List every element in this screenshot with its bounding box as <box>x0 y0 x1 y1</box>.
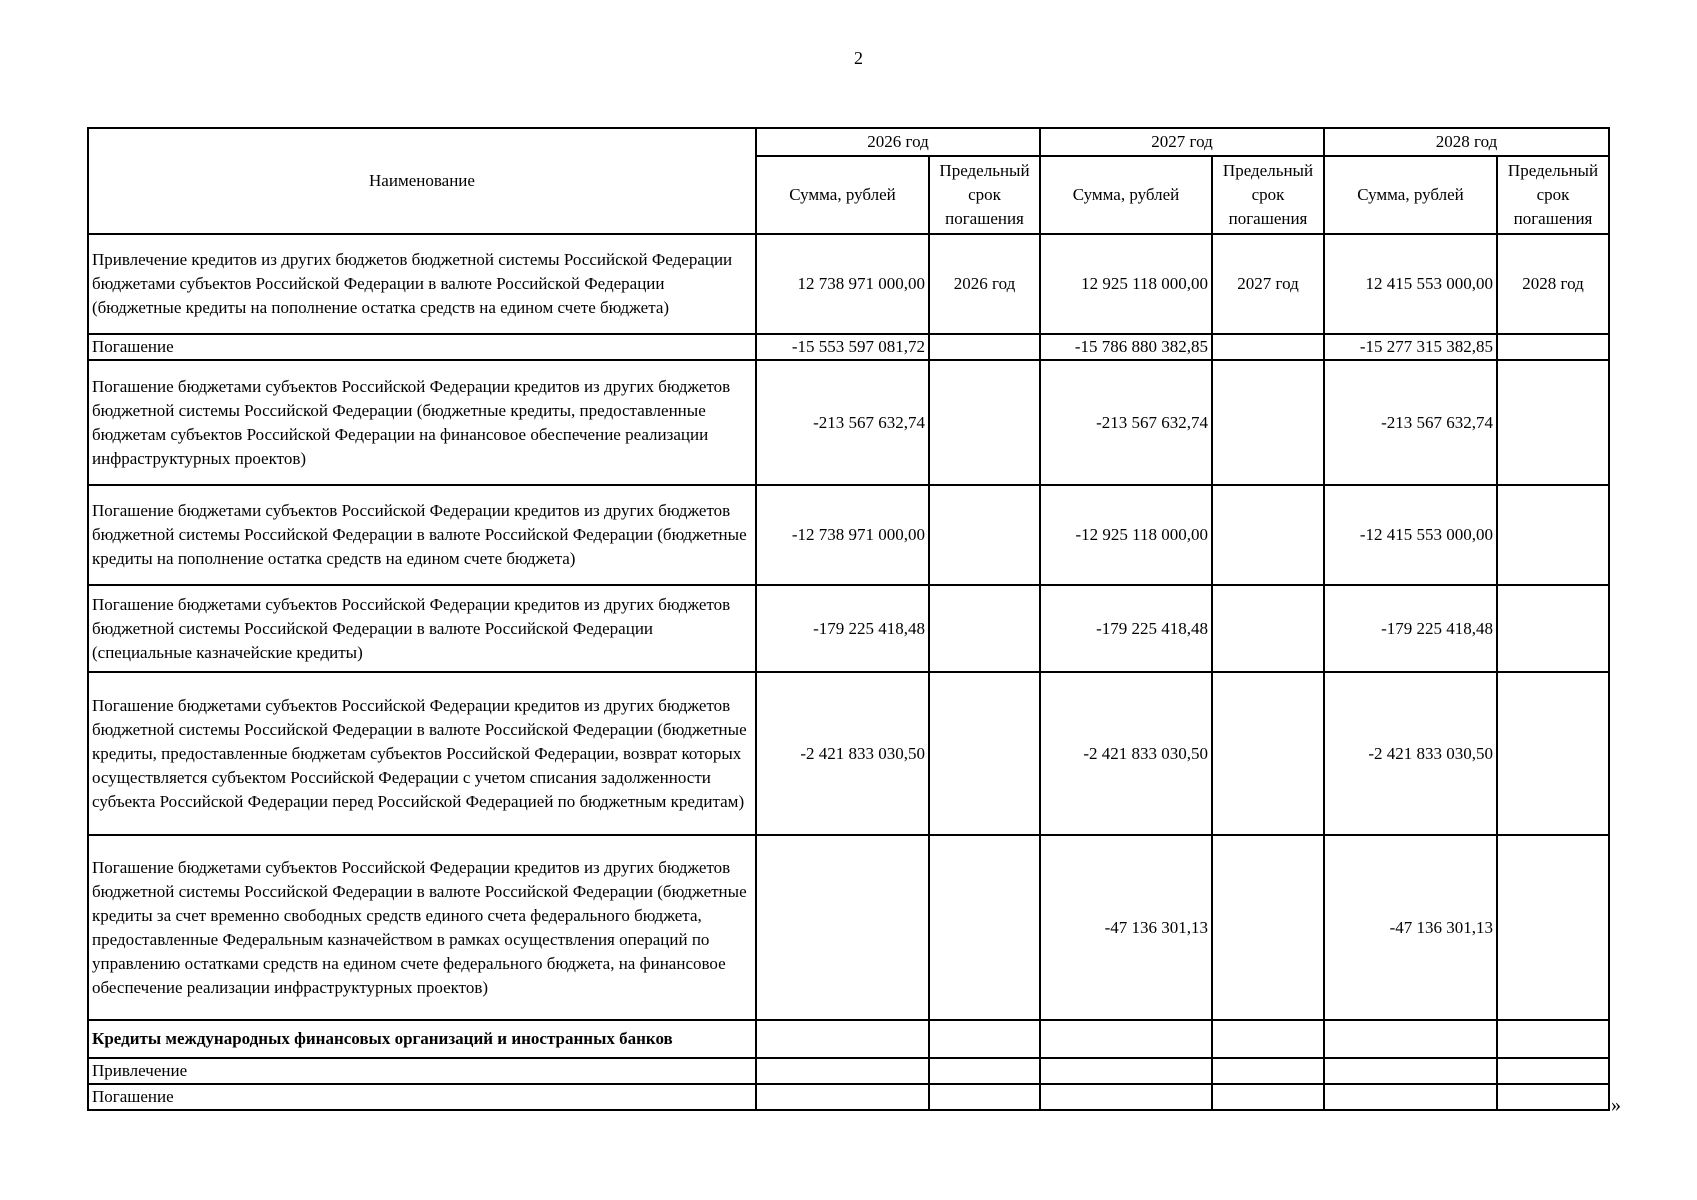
sum-2028 <box>1324 1058 1497 1084</box>
year-header-2028: 2028 год <box>1324 128 1609 156</box>
year-header-2027: 2027 год <box>1040 128 1324 156</box>
sum-2026: -179 225 418,48 <box>756 585 929 672</box>
table-row <box>88 360 1609 485</box>
term-2026 <box>929 334 1040 360</box>
column-header-sum-2027: Сумма, рублей <box>1040 156 1212 234</box>
row-name: Погашение бюджетами субъектов Российской Федерации кредитов из других бюджетов бюджетной системы Российской Федерации в валюте Российской Федерации (бюджетные кредиты за счет временно свободных средств единого счета федерального бюджета, предоставленные Федеральным казначейством в рамках осуществления операций по управлению остатками средств на едином счете федерального бюджета, на финансовое обеспечение реализации инфраструктурных проектов) <box>88 835 756 1020</box>
term-2027 <box>1212 1058 1324 1084</box>
term-2027 <box>1212 835 1324 1020</box>
sum-2027: -47 136 301,13 <box>1040 835 1212 1020</box>
term-2028 <box>1497 1020 1609 1058</box>
sum-2028 <box>1324 1020 1497 1058</box>
budget-table <box>87 127 1610 1111</box>
term-2028 <box>1497 672 1609 835</box>
sum-2028: 12 415 553 000,00 <box>1324 234 1497 334</box>
table-row <box>88 1058 1609 1084</box>
term-2026: 2026 год <box>929 234 1040 334</box>
term-2026 <box>929 585 1040 672</box>
sum-2027: -2 421 833 030,50 <box>1040 672 1212 835</box>
sum-2028: -12 415 553 000,00 <box>1324 485 1497 585</box>
term-2026 <box>929 1084 1040 1110</box>
term-2028 <box>1497 1084 1609 1110</box>
sum-2027: -15 786 880 382,85 <box>1040 334 1212 360</box>
sum-2028: -47 136 301,13 <box>1324 835 1497 1020</box>
row-name: Погашение бюджетами субъектов Российской Федерации кредитов из других бюджетов бюджетной системы Российской Федерации в валюте Российской Федерации (специальные казначейские кредиты) <box>88 585 756 672</box>
term-2028 <box>1497 1058 1609 1084</box>
column-header-sum-2026: Сумма, рублей <box>756 156 929 234</box>
term-2027 <box>1212 334 1324 360</box>
row-name: Погашение <box>88 334 756 360</box>
table-row <box>88 672 1609 835</box>
page-number: 2 <box>854 48 863 68</box>
table-row <box>88 1020 1609 1058</box>
sum-2028: -179 225 418,48 <box>1324 585 1497 672</box>
sum-2027: -12 925 118 000,00 <box>1040 485 1212 585</box>
term-2027 <box>1212 672 1324 835</box>
term-2026 <box>929 1020 1040 1058</box>
row-name: Погашение бюджетами субъектов Российской Федерации кредитов из других бюджетов бюджетной системы Российской Федерации (бюджетные кредиты, предоставленные бюджетам субъектов Российской Федерации на финансовое обеспечение реализации инфраструктурных проектов) <box>88 360 756 485</box>
sum-2027 <box>1040 1020 1212 1058</box>
row-name: Погашение бюджетами субъектов Российской Федерации кредитов из других бюджетов бюджетной системы Российской Федерации в валюте Российской Федерации (бюджетные кредиты, предоставленные бюджетам субъектов Российской Федерации, возврат которых осуществляется субъектом Российской Федерации с учетом списания задолженности субъекта Российской Федерации перед Российской Федерацией по бюджетным кредитам) <box>88 672 756 835</box>
term-2027 <box>1212 360 1324 485</box>
term-2027 <box>1212 585 1324 672</box>
sum-2027: 12 925 118 000,00 <box>1040 234 1212 334</box>
column-header-sum-2028: Сумма, рублей <box>1324 156 1497 234</box>
term-2026 <box>929 835 1040 1020</box>
sum-2027: -179 225 418,48 <box>1040 585 1212 672</box>
table-row <box>88 485 1609 585</box>
header-row-years <box>88 128 1609 156</box>
sum-2028 <box>1324 1084 1497 1110</box>
table-row <box>88 1084 1609 1110</box>
table-row <box>88 835 1609 1020</box>
sum-2026: -15 553 597 081,72 <box>756 334 929 360</box>
sum-2027: -213 567 632,74 <box>1040 360 1212 485</box>
term-2028 <box>1497 835 1609 1020</box>
sum-2026: -213 567 632,74 <box>756 360 929 485</box>
row-name: Привлечение <box>88 1058 756 1084</box>
table-row <box>88 585 1609 672</box>
term-2027 <box>1212 485 1324 585</box>
column-header-term-2028: Предельный срок погашения <box>1497 156 1609 234</box>
term-2027 <box>1212 1020 1324 1058</box>
closing-quote-mark: » <box>1611 1094 1621 1116</box>
term-2026 <box>929 1058 1040 1084</box>
sum-2026: -12 738 971 000,00 <box>756 485 929 585</box>
term-2028: 2028 год <box>1497 234 1609 334</box>
sum-2028: -2 421 833 030,50 <box>1324 672 1497 835</box>
row-name: Кредиты международных финансовых организаций и иностранных банков <box>88 1020 756 1058</box>
row-name: Погашение бюджетами субъектов Российской Федерации кредитов из других бюджетов бюджетной системы Российской Федерации в валюте Российской Федерации (бюджетные кредиты на пополнение остатка средств на едином счете бюджета) <box>88 485 756 585</box>
column-header-name: Наименование <box>88 128 756 234</box>
sum-2028: -213 567 632,74 <box>1324 360 1497 485</box>
term-2028 <box>1497 585 1609 672</box>
term-2027 <box>1212 1084 1324 1110</box>
column-header-term-2027: Предельный срок погашения <box>1212 156 1324 234</box>
row-name: Погашение <box>88 1084 756 1110</box>
term-2026 <box>929 485 1040 585</box>
table-row <box>88 234 1609 334</box>
table-row <box>88 334 1609 360</box>
term-2026 <box>929 360 1040 485</box>
term-2026 <box>929 672 1040 835</box>
sum-2026 <box>756 1020 929 1058</box>
sum-2026 <box>756 1084 929 1110</box>
column-header-term-2026: Предельный срок погашения <box>929 156 1040 234</box>
term-2028 <box>1497 360 1609 485</box>
term-2028 <box>1497 334 1609 360</box>
term-2027: 2027 год <box>1212 234 1324 334</box>
sum-2026 <box>756 1058 929 1084</box>
sum-2027 <box>1040 1084 1212 1110</box>
sum-2026: -2 421 833 030,50 <box>756 672 929 835</box>
sum-2026 <box>756 835 929 1020</box>
year-header-2026: 2026 год <box>756 128 1040 156</box>
sum-2026: 12 738 971 000,00 <box>756 234 929 334</box>
row-name: Привлечение кредитов из других бюджетов бюджетной системы Российской Федерации бюджетами субъектов Российской Федерации в валюте Российской Федерации (бюджетные кредиты на пополнение остатка средств на едином счете бюджета) <box>88 234 756 334</box>
sum-2027 <box>1040 1058 1212 1084</box>
term-2028 <box>1497 485 1609 585</box>
sum-2028: -15 277 315 382,85 <box>1324 334 1497 360</box>
